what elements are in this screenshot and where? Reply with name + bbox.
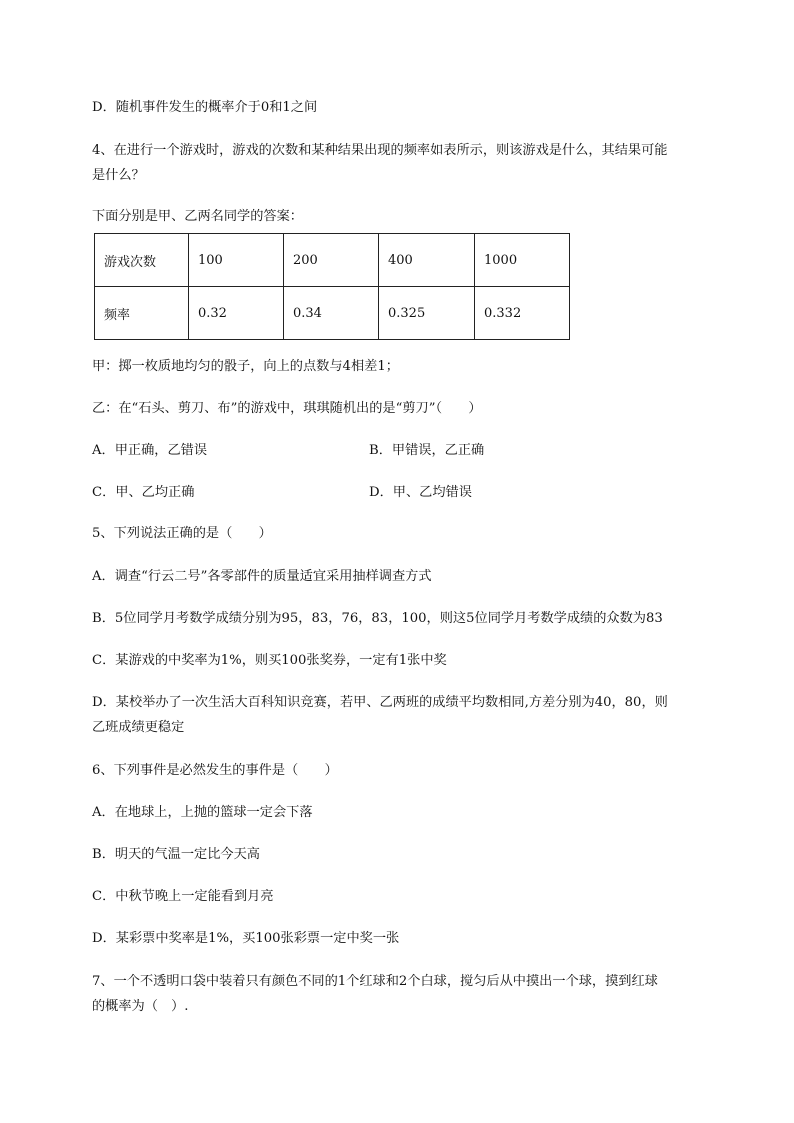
q6-option-d: D．某彩票中奖率是1%，买100张彩票一定中奖一张 (92, 931, 400, 946)
q4-yi-answer: 乙：在“石头、剪刀、布”的游戏中，琪琪随机出的是“剪刀”（ ） (92, 401, 482, 416)
table-cell: 200 (284, 234, 379, 287)
table-cell: 频率 (95, 287, 189, 340)
q6-option-b: B．明天的气温一定比今天高 (92, 847, 260, 862)
q5-stem: 5、下列说法正确的是（ ） (92, 526, 272, 541)
table-row (95, 234, 570, 287)
table-cell: 1000 (475, 234, 570, 287)
q5-option-c: C．某游戏的中奖率为1%，则买100张奖券，一定有1张中奖 (92, 653, 447, 668)
q7-stem-line2: 的概率为（ ）. (92, 999, 189, 1014)
table-cell: 100 (189, 234, 284, 287)
table-cell: 0.32 (189, 287, 284, 340)
q5-option-d-line1: D．某校举办了一次生活大百科知识竞赛，若甲、乙两班的成绩平均数相同,方差分别为40，80，则 (92, 695, 668, 710)
q4-jia-answer: 甲：掷一枚质地均匀的骰子，向上的点数与4相差1； (92, 359, 399, 374)
table-cell: 0.325 (379, 287, 475, 340)
table-cell: 游戏次数 (95, 234, 189, 287)
table-cell: 400 (379, 234, 475, 287)
q6-option-c: C．中秋节晚上一定能看到月亮 (92, 889, 274, 904)
q6-option-a: A．在地球上，上抛的篮球一定会下落 (92, 805, 313, 820)
table-cell: 0.332 (475, 287, 570, 340)
q5-option-d-line2: 乙班成绩更稳定 (92, 720, 185, 735)
q6-stem: 6、下列事件是必然发生的事件是（ ） (92, 763, 338, 778)
q4-option-d: D．甲、乙均错误 (369, 485, 472, 500)
q4-intro: 下面分别是甲、乙两名同学的答案： (92, 209, 303, 224)
table-cell: 0.34 (284, 287, 379, 340)
q5-option-b: B．5位同学月考数学成绩分别为95，83，76，83，100，则这5位同学月考数学成绩的众数为83 (92, 611, 663, 626)
q7-stem-line1: 7、一个不透明口袋中装着只有颜色不同的1个红球和2个白球，搅匀后从中摸出一个球，摸到红球 (92, 974, 658, 989)
q3-option-d: D．随机事件发生的概率介于0和1之间 (92, 100, 318, 115)
q4-option-a: A．甲正确，乙错误 (92, 443, 208, 458)
q4-option-b: B．甲错误，乙正确 (369, 443, 485, 458)
q5-option-a: A．调查“行云二号”各零部件的质量适宜采用抽样调查方式 (92, 569, 432, 584)
table-row (95, 287, 570, 340)
q4-stem-line2: 是什么？ (92, 168, 145, 183)
frequency-table (94, 233, 570, 340)
q4-stem-line1: 4、在进行一个游戏时，游戏的次数和某种结果出现的频率如表所示，则该游戏是什么，其结果可能 (92, 143, 668, 158)
q4-option-c: C．甲、乙均正确 (92, 485, 195, 500)
